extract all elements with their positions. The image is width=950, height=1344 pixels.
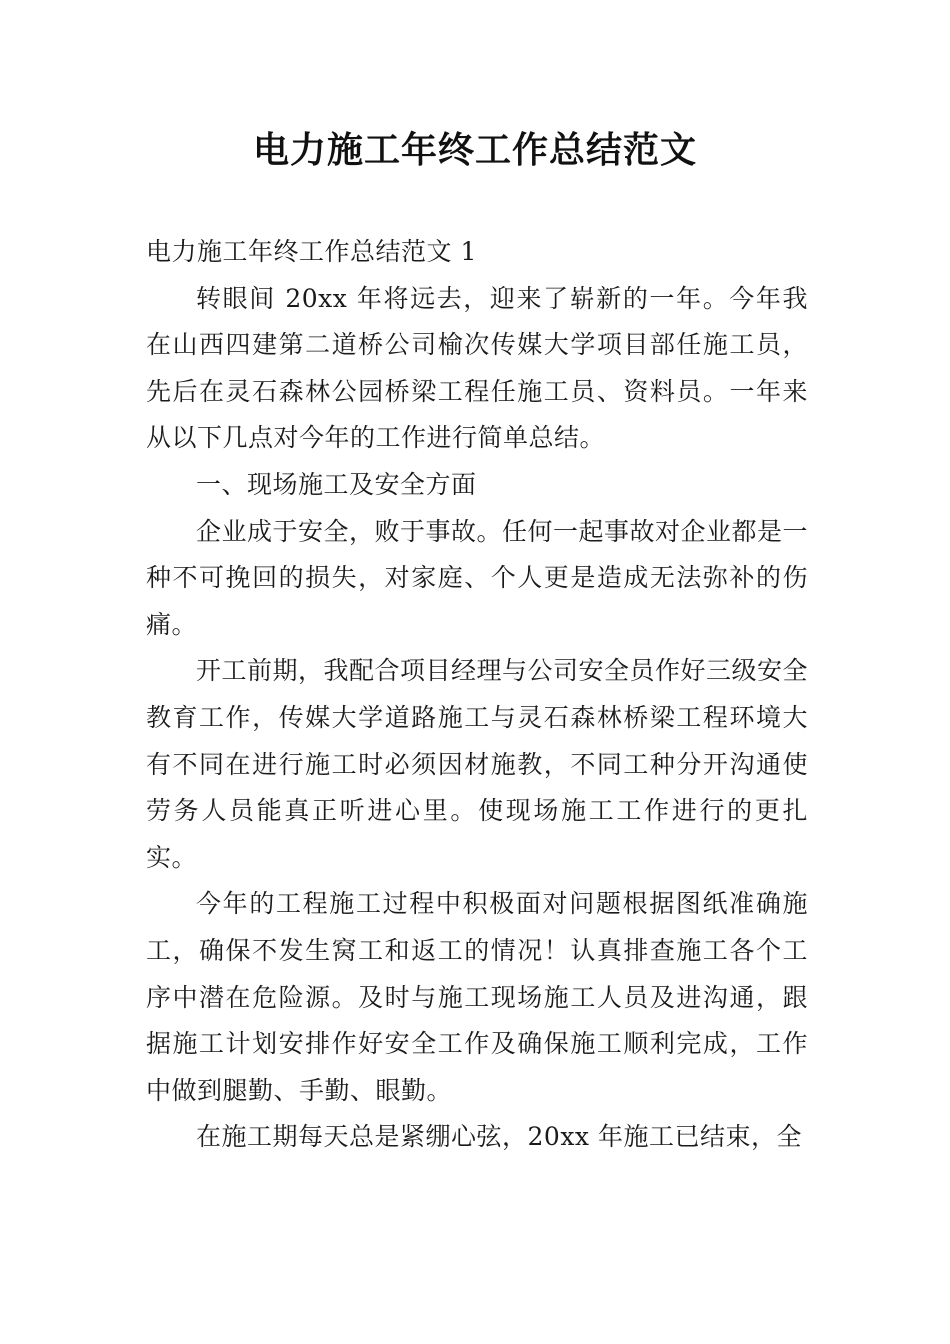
paragraph: 企业成于安全，败于事故。任何一起事故对企业都是一种不可挽回的损失，对家庭、个人更是造成无法弥补的伤痛。 xyxy=(146,516,809,639)
section-subheading: 一、现场施工及安全方面 xyxy=(196,469,477,499)
document-body xyxy=(146,229,808,1161)
paragraph: 转眼间 20xx 年将远去，迎来了崭新的一年。今年我在山西四建第二道桥公司榆次传媒大学项目部任施工员，先后在灵石森林公园桥梁工程任施工员、资料员。一年来从以下几点对今年的工作进行简单总结。 xyxy=(146,283,808,453)
section-heading: 电力施工年终工作总结范文 1 xyxy=(146,237,477,266)
paragraph: 在施工期每天总是紧绷心弦，20xx 年施工已结束，全 xyxy=(196,1122,802,1152)
document-title: 电力施工年终工作总结范文 xyxy=(252,130,697,171)
paragraph: 开工前期，我配合项目经理与公司安全员作好三级安全教育工作，传媒大学道路施工与灵石森林桥梁工程环境大有不同在进行施工时必须因材施教，不同工种分开沟通使劳务人员能真正听进心里。使现场施工工作进行的更扎实。 xyxy=(146,656,809,872)
paragraph: 今年的工程施工过程中积极面对问题根据图纸准确施工，确保不发生窝工和返工的情况！认真排查施工各个工序中潜在危险源。及时与施工现场施工人员及进沟通，跟据施工计划安排作好安全工作及确保施工顺利完成，工作中做到腿勤、手勤、眼勤。 xyxy=(146,889,808,1105)
